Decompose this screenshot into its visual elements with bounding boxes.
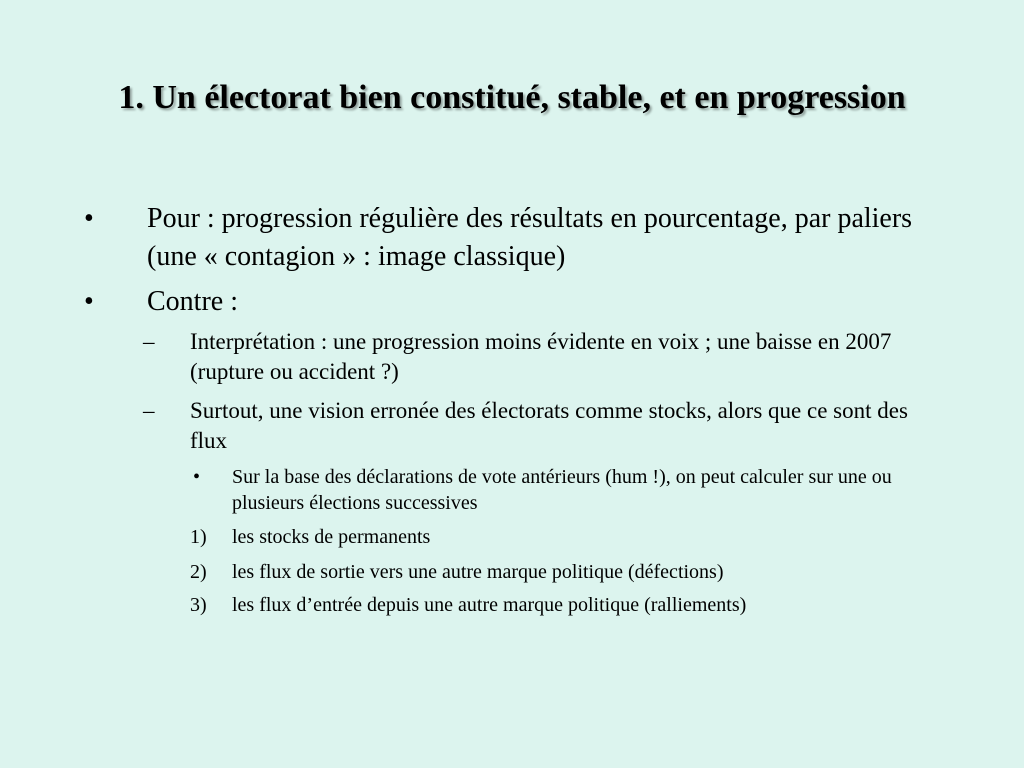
- sub-item-text: Surtout, une vision erronée des électorats comme stocks, alors que ce sont des flux: [190, 398, 908, 453]
- numbered-item-text: les stocks de permanents: [232, 526, 431, 548]
- number-marker: 1): [190, 526, 207, 548]
- sub-sub-item-text: Sur la base des déclarations de vote antérieurs (hum !), on peut calculer sur une ou plusieurs élections successives: [232, 466, 892, 514]
- bullet-marker: •: [84, 286, 94, 317]
- bullet-text: Contre :: [147, 286, 238, 317]
- number-marker: 3): [190, 594, 207, 616]
- dash-marker: –: [143, 329, 155, 354]
- bullet-text: Pour : progression régulière des résultats en pourcentage, par paliers (une « contagion » : image classique): [147, 203, 913, 272]
- bullet-marker: •: [84, 203, 94, 234]
- number-marker: 2): [190, 561, 207, 583]
- sub-item-text: Interprétation : une progression moins évidente en voix ; une baisse en 2007 (rupture ou accident ?): [190, 329, 892, 384]
- numbered-item-text: les flux d’entrée depuis une autre marque politique (ralliements): [232, 594, 747, 616]
- dash-marker: –: [143, 398, 155, 423]
- numbered-item-text: les flux de sortie vers une autre marque politique (défections): [232, 561, 724, 583]
- bullet-marker: •: [193, 466, 201, 488]
- slide-title: 1. Un électorat bien constitué, stable, et en progression: [118, 79, 906, 116]
